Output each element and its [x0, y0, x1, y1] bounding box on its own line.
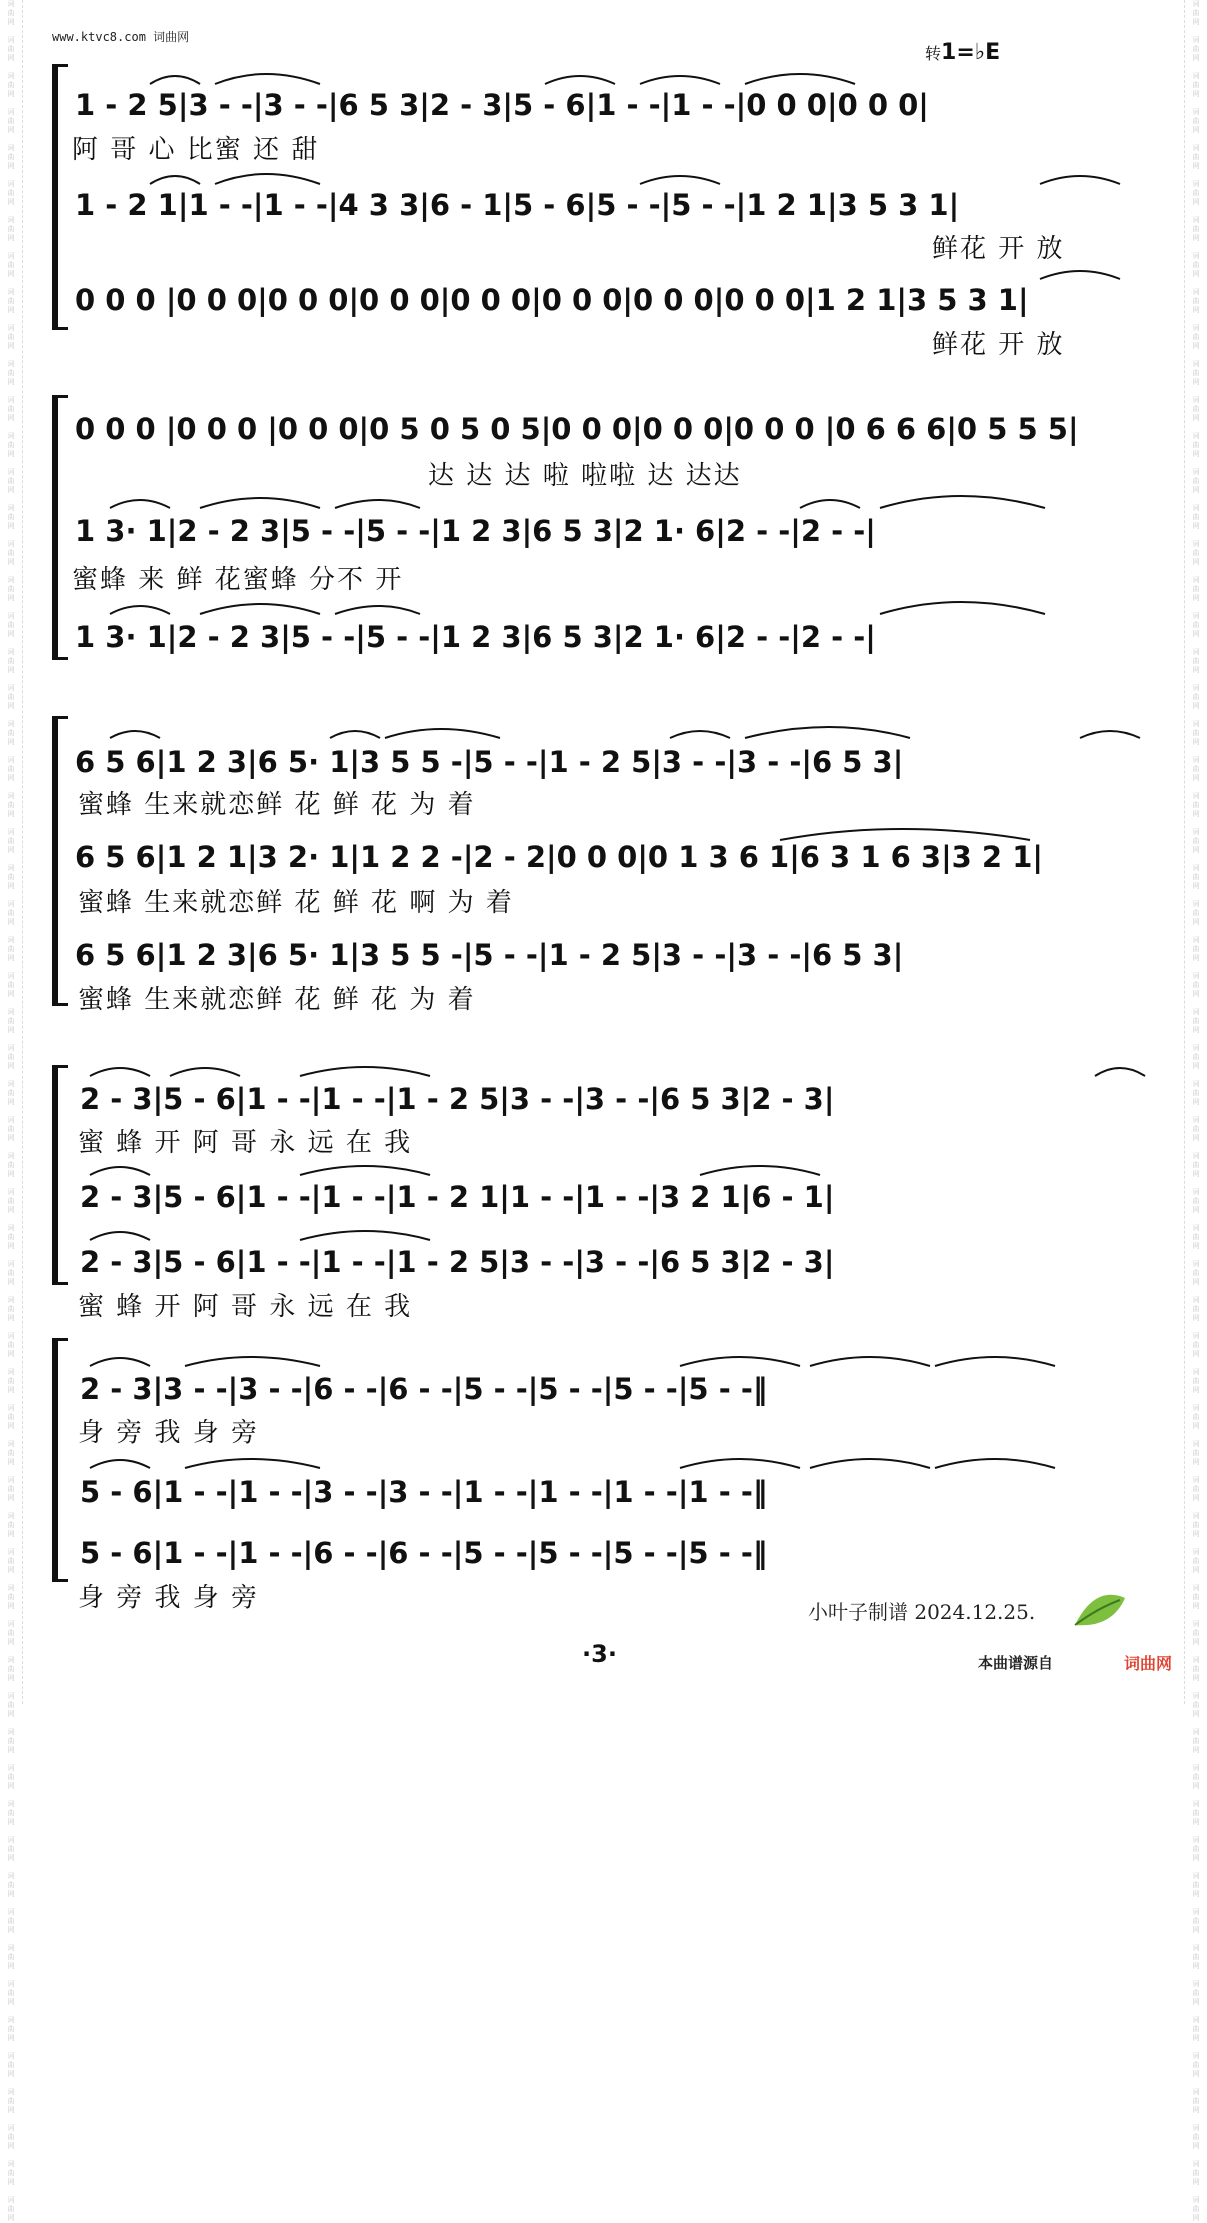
system-3-part-1-lyrics: 蜜蜂 生来就恋鲜 花 鲜 花 为 着	[78, 790, 476, 820]
page-number: ·3·	[582, 1640, 617, 1668]
system-3-part-3-lyrics: 蜜蜂 生来就恋鲜 花 鲜 花 为 着	[78, 985, 476, 1015]
system-2-part-1-lyrics: 达 达 达 啦 啦啦 达 达达	[428, 461, 742, 491]
key-change-prefix: 转	[925, 44, 942, 63]
system-5-part-3-notes: 5 - 6|1 - -|1 - -|6 - -|6 - -|5 - -|5 - -|5 - -|5 - -‖	[80, 1536, 768, 1570]
right-watermark-strip: 词 曲 网 词 曲 网 词 曲 网 词 曲 网 词 曲 网 词 曲 网 词 曲 网 词 曲 网 词 曲 网 词 曲 网 词 曲 网 词 曲 网 词 曲 网 词 曲 网 词 曲 网 词 曲 网 词 曲 网 词 曲 网 词 曲 网 词 曲 网 词 曲 网 词 曲 网 词 曲 网 词 曲 网 词 曲 网 词 曲 网 词 曲 网 词 曲 网 词 曲 网 词 曲 网 词 曲 网 词 曲 网 词 曲 网 词 曲 网 词 曲 网 词 曲 网 词 曲 网 词 曲 网 词 曲 网 词 曲 网 词 曲 网 词 曲 网 词 曲 网 词 曲 网 词 曲 网 词 曲 网 词 曲 网 词 曲 网 词 曲 网 词 曲 网 词 曲 网 词 曲 网 词 曲 网 词 曲 网 词 曲 网 词 曲 网 词 曲 网 词 曲 网 词 曲 网 词 曲 网 词 曲 网 词 曲 网	[1184, 0, 1207, 1704]
system-1-part-2-notes: 1 - 2 1|1 - -|1 - -|4 3 3|6 - 1|5 - 6|5 - -|5 - -|1 2 1|3 5 3 1|	[75, 188, 960, 222]
system-3-part-2-notes: 6 5 6|1 2 1|3 2· 1|1 2 2 -|2 - 2|0 0 0|0 1 3 6 1|6 3 1 6 3|3 2 1|	[75, 840, 1043, 874]
system-1-part-1-lyrics: 阿 哥 心 比蜜 还 甜	[72, 135, 320, 165]
system-2-part-2-notes: 1 3· 1|2 - 2 3|5 - -|5 - -|1 2 3|6 5 3|2 1· 6|2 - -|2 - -|	[75, 514, 876, 548]
system-4-part-2-notes: 2 - 3|5 - 6|1 - -|1 - -|1 - 2 1|1 - -|1 - -|3 2 1|6 - 1|	[80, 1180, 835, 1214]
left-watermark-strip: 词 曲 网 词 曲 网 词 曲 网 词 曲 网 词 曲 网 词 曲 网 词 曲 网 词 曲 网 词 曲 网 词 曲 网 词 曲 网 词 曲 网 词 曲 网 词 曲 网 词 曲 网 词 曲 网 词 曲 网 词 曲 网 词 曲 网 词 曲 网 词 曲 网 词 曲 网 词 曲 网 词 曲 网 词 曲 网 词 曲 网 词 曲 网 词 曲 网 词 曲 网 词 曲 网 词 曲 网 词 曲 网 词 曲 网 词 曲 网 词 曲 网 词 曲 网 词 曲 网 词 曲 网 词 曲 网 词 曲 网 词 曲 网 词 曲 网 词 曲 网 词 曲 网 词 曲 网 词 曲 网 词 曲 网 词 曲 网 词 曲 网 词 曲 网 词 曲 网 词 曲 网 词 曲 网 词 曲 网 词 曲 网 词 曲 网 词 曲 网 词 曲 网 词 曲 网 词 曲 网 词 曲 网 词 曲 网	[0, 0, 23, 1704]
leaf-icon	[1075, 1595, 1125, 1625]
system-5-part-2-notes: 5 - 6|1 - -|1 - -|3 - -|3 - -|1 - -|1 - -|1 - -|1 - -‖	[80, 1475, 768, 1509]
system-1-part-1-notes: 1 - 2 5|3 - -|3 - -|6 5 3|2 - 3|5 - 6|1 - -|1 - -|0 0 0|0 0 0|	[75, 88, 929, 122]
system-3-part-3-notes: 6 5 6|1 2 3|6 5· 1|3 5 5 -|5 - -|1 - 2 5|3 - -|3 - -|6 5 3|	[75, 938, 904, 972]
system-1-part-2-lyrics: 鲜花 开 放	[932, 234, 1065, 264]
source-site: 词曲网	[1124, 1654, 1173, 1673]
system-5-part-3-lyrics: 身 旁 我 身 旁	[78, 1583, 260, 1613]
source-label: 本曲谱源自	[978, 1654, 1054, 1672]
site-header: www.ktvc8.com 词曲网	[52, 30, 190, 44]
system-1-part-3-lyrics: 鲜花 开 放	[932, 330, 1065, 360]
system-1-part-3-notes: 0 0 0 |0 0 0|0 0 0|0 0 0|0 0 0|0 0 0|0 0 0|0 0 0|1 2 1|3 5 3 1|	[75, 283, 1029, 317]
system-4-part-1-notes: 2 - 3|5 - 6|1 - -|1 - -|1 - 2 5|3 - -|3 - -|6 5 3|2 - 3|	[80, 1082, 835, 1116]
system-3-part-1-notes: 6 5 6|1 2 3|6 5· 1|3 5 5 -|5 - -|1 - 2 5|3 - -|3 - -|6 5 3|	[75, 745, 904, 779]
system-2-part-1-notes: 0 0 0 |0 0 0 |0 0 0|0 5 0 5 0 5|0 0 0|0 0 0|0 0 0 |0 6 6 6|0 5 5 5|	[75, 412, 1079, 446]
system-4-part-1-lyrics: 蜜 蜂 开 阿 哥 永 远 在 我	[78, 1128, 413, 1158]
key-change-value: 1=♭E	[941, 40, 1001, 65]
system-4-part-3-lyrics: 蜜 蜂 开 阿 哥 永 远 在 我	[78, 1292, 413, 1322]
system-5-part-1-lyrics: 身 旁 我 身 旁	[78, 1418, 260, 1448]
system-4-part-3-notes: 2 - 3|5 - 6|1 - -|1 - -|1 - 2 5|3 - -|3 - -|6 5 3|2 - 3|	[80, 1245, 835, 1279]
system-2-part-3-notes: 1 3· 1|2 - 2 3|5 - -|5 - -|1 2 3|6 5 3|2 1· 6|2 - -|2 - -|	[75, 620, 876, 654]
system-2-part-2-lyrics: 蜜蜂 来 鲜 花蜜蜂 分不 开	[72, 565, 404, 595]
system-3-part-2-lyrics: 蜜蜂 生来就恋鲜 花 鲜 花 啊 为 着	[78, 888, 514, 918]
system-5-part-1-notes: 2 - 3|3 - -|3 - -|6 - -|6 - -|5 - -|5 - -|5 - -|5 - -‖	[80, 1372, 768, 1406]
transcriber-credit: 小叶子制谱 2024.12.25.	[808, 1600, 1036, 1624]
